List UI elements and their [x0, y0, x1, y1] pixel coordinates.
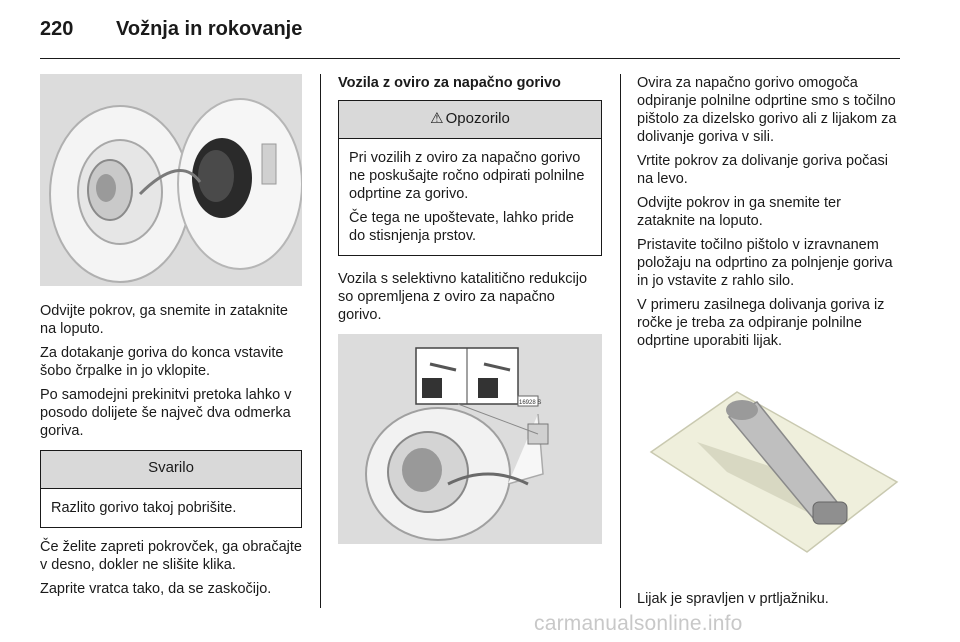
funnel-illustration: [637, 362, 901, 576]
paragraph: Če želite zapreti pokrovček, ga obračajte v desno, dokler ne slišite klika.: [40, 539, 302, 573]
page-title: Vožnja in rokovanje: [116, 18, 303, 40]
notice-box: [40, 450, 302, 528]
warning-title: Opozorilo: [445, 110, 510, 127]
section-heading: Vozila z oviro za napačno gorivo: [338, 75, 561, 91]
notice-body: [41, 489, 301, 527]
column-divider-1: [320, 74, 321, 608]
warning-triangle-icon: ⚠: [430, 110, 444, 127]
paragraph: Lijak je spravljen v prtljažniku.: [637, 591, 829, 607]
warning-text: Pri vozilih z oviro za napačno gorivo ne poskušajte ročno odpirati polnilne odprtine za gorivo.: [349, 150, 585, 202]
paragraph: Vrtite pokrov za dolivanje goriva počasi na levo.: [637, 153, 888, 187]
middle-column: [338, 74, 602, 544]
notice-text: Razlito gorivo takoj pobrišite.: [51, 500, 237, 516]
left-column: [40, 74, 302, 604]
column-divider-2: [620, 74, 621, 608]
paragraph: Ovira za napačno gorivo omogoča odpiranje polnilne odprtine smo s točilno pištolo za dizelsko gorivo ali z lijakom za dolivanje goriva v sili.: [637, 75, 897, 145]
watermark: carmanualsonline.info: [534, 612, 743, 635]
paragraph: Pristavite točilno pištolo v izravnanem položaju na odprtino za polnjenje goriva in jo vstavite z rahlo silo.: [637, 237, 893, 289]
page-header: [40, 18, 900, 62]
notice-title: Svarilo: [41, 451, 301, 489]
header-rule: [40, 58, 900, 59]
paragraph: V primeru zasilnega dolivanja goriva iz ročke je treba za odpiranje polnilne odprtine uporabiti lijak.: [637, 297, 885, 349]
fuel-cap-illustration: [40, 74, 302, 286]
right-column: [637, 74, 901, 614]
page-number: 220: [40, 18, 74, 40]
paragraph: Vozila s selektivno katalitično redukcijo so opremljena z oviro za napačno gorivo.: [338, 271, 588, 323]
paragraph: Odvijte pokrov in ga snemite ter zataknite na loputo.: [637, 195, 841, 229]
image-code: 16928 S: [519, 400, 542, 406]
warning-box: [338, 100, 602, 256]
paragraph: Za dotakanje goriva do konca vstavite šobo črpalke in jo vklopite.: [40, 345, 284, 379]
misfuel-inhibitor-illustration: [338, 334, 602, 544]
warning-title-bar: [339, 101, 601, 139]
warning-text: Če tega ne upoštevate, lahko pride do stisnjenja prstov.: [349, 210, 574, 244]
paragraph: Zaprite vratca tako, da se zaskočijo.: [40, 581, 272, 597]
paragraph: Po samodejni prekinitvi pretoka lahko v posodo dolijete še največ dva odmerka goriva.: [40, 387, 292, 439]
paragraph: Odvijte pokrov, ga snemite in zataknite na loputo.: [40, 303, 288, 337]
warning-body: [339, 139, 601, 255]
